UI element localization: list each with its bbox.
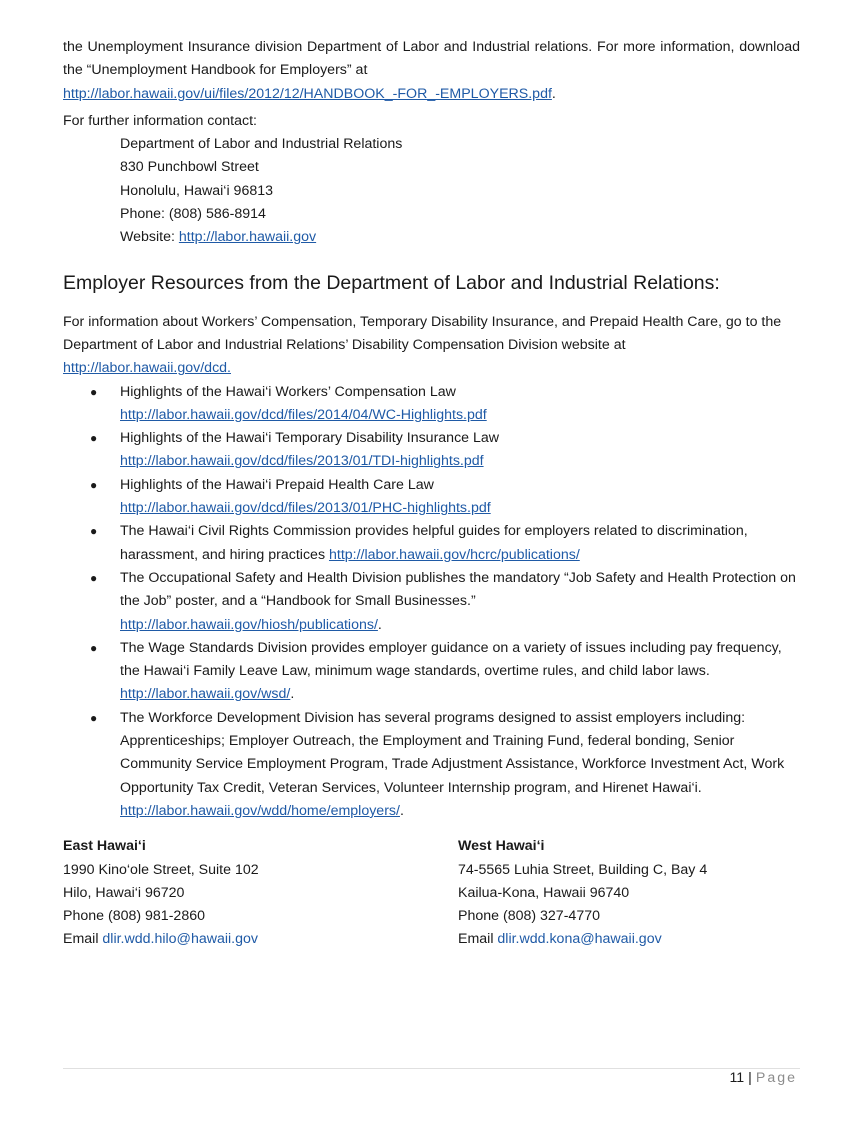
- list-item-text: The Hawai‘i Civil Rights Commission provides helpful guides for employers related to discrimination, harassment, and hiring practices: [120, 523, 748, 563]
- office-west-city: Kailua-Kona, Hawaii 96740: [458, 884, 630, 901]
- list-item-link[interactable]: http://labor.hawaii.gov/dcd/files/2013/01/PHC-highlights.pdf: [120, 500, 491, 517]
- office-east-city: Hilo, Hawai‘i 96720: [63, 884, 185, 901]
- page-label: Page: [755, 1070, 797, 1086]
- list-item: [63, 707, 800, 823]
- bullet-icon: ●: [90, 640, 98, 655]
- contact-website: [120, 226, 800, 249]
- list-item-text: Highlights of the Hawai‘i Temporary Disability Insurance Law: [120, 430, 500, 447]
- contact-block: [63, 133, 800, 249]
- intro-period: .: [551, 85, 556, 102]
- list-item-link[interactable]: http://labor.hawaii.gov/dcd/files/2013/01/TDI-highlights.pdf: [120, 453, 484, 470]
- intro-paragraph: [63, 36, 800, 106]
- contact-lead: For further information contact:: [63, 112, 257, 129]
- handbook-link[interactable]: http://labor.hawaii.gov/ui/files/2012/12/HANDBOOK_-FOR_-EMPLOYERS.pdf: [63, 85, 552, 102]
- list-item-link[interactable]: http://labor.hawaii.gov/dcd/files/2014/04/WC-Highlights.pdf: [120, 406, 487, 423]
- office-west-street: 74-5565 Luhia Street, Building C, Bay 4: [458, 861, 708, 878]
- list-item-text: Highlights of the Hawai‘i Workers’ Compensation Law: [120, 383, 456, 400]
- contact-phone: Phone: (808) 586-8914: [120, 206, 266, 223]
- list-item-link[interactable]: http://labor.hawaii.gov/wsd/: [120, 686, 291, 703]
- list-item-link[interactable]: http://labor.hawaii.gov/hcrc/publications/: [328, 546, 580, 563]
- document-page: [63, 36, 800, 955]
- office-west-email-label: Email: [458, 931, 498, 948]
- list-item: [63, 637, 800, 707]
- office-east: [63, 835, 403, 951]
- office-east-email-row: [63, 928, 403, 951]
- bullet-icon: ●: [90, 384, 98, 399]
- resources-heading: Employer Resources from the Department of Labor and Industrial Relations:: [63, 271, 720, 294]
- office-east-email-link[interactable]: dlir.wdd.hilo@hawaii.gov: [102, 931, 258, 948]
- bullet-icon: ●: [90, 431, 98, 446]
- page-number-separator: |: [748, 1070, 752, 1086]
- contact-org: Department of Labor and Industrial Relations: [120, 136, 403, 153]
- resources-list: [63, 381, 800, 824]
- office-east-street: 1990 Kino‘ole Street, Suite 102: [63, 861, 259, 878]
- list-item: [63, 427, 800, 474]
- page-number-value: 11: [729, 1070, 745, 1086]
- list-item-link[interactable]: http://labor.hawaii.gov/wdd/home/employers/: [120, 802, 400, 819]
- contact-website-link[interactable]: http://labor.hawaii.gov: [178, 229, 317, 246]
- list-item-after: .: [399, 802, 404, 819]
- contact-city: Honolulu, Hawai‘i 96813: [120, 182, 274, 199]
- contact-website-label: Website:: [120, 229, 179, 246]
- footer-divider: [63, 1068, 800, 1069]
- intro-text: the Unemployment Insurance division Department of Labor and Industrial relations. For more information, download the “Unemployment Handbook for Employers” at: [63, 39, 800, 79]
- list-item: [63, 520, 800, 567]
- office-west-email-row: [458, 928, 798, 951]
- list-item: [63, 381, 800, 428]
- office-west-email-link[interactable]: dlir.wdd.kona@hawaii.gov: [497, 931, 662, 948]
- list-item-text: The Wage Standards Division provides employer guidance on a variety of issues including pay frequency, the Hawai‘i Family Leave Law, minimum wage standards, overtime rules, and child labor laws.: [120, 639, 782, 680]
- list-item: [63, 567, 800, 637]
- office-east-title: East Hawai‘i: [63, 838, 146, 855]
- bullet-icon: ●: [90, 477, 98, 492]
- list-item-after: .: [290, 686, 295, 703]
- bullet-icon: ●: [90, 570, 98, 585]
- office-west-title: West Hawai‘i: [458, 838, 545, 855]
- office-west: [458, 835, 798, 951]
- list-item-text: The Workforce Development Division has several programs designed to assist employers including: Apprenticeships; Employer Outreach, the Employment and Training Fund, federal bonding, Senior Community Service Employment Program, Trade Adjustment Assistance, Workforce Investment Act, Work Opportunity Tax Credit, Veteran Services, Volunteer Internship program, and Hirenet Hawai‘i.: [120, 709, 785, 796]
- resources-intro: [63, 311, 800, 381]
- list-item-text: The Occupational Safety and Health Division publishes the mandatory “Job Safety and Health Protection on the Job” poster, and a “Handbook for Small Businesses.”: [120, 569, 796, 610]
- list-item-text: Highlights of the Hawai‘i Prepaid Health Care Law: [120, 476, 434, 493]
- list-item-link[interactable]: http://labor.hawaii.gov/hiosh/publications/: [120, 616, 378, 633]
- list-item: [63, 474, 800, 521]
- list-item-after: .: [377, 616, 382, 633]
- bullet-icon: ●: [90, 710, 98, 725]
- dcd-link[interactable]: http://labor.hawaii.gov/dcd.: [63, 360, 231, 377]
- office-east-phone: Phone (808) 981-2860: [63, 908, 205, 925]
- bullet-icon: ●: [90, 524, 98, 539]
- page-number: [729, 1070, 797, 1086]
- office-west-phone: Phone (808) 327-4770: [458, 908, 600, 925]
- office-contacts: [63, 835, 800, 955]
- resources-intro-text: For information about Workers’ Compensation, Temporary Disability Insurance, and Prepaid Health Care, go to the Department of Labor and Industrial Relations’ Disability Compensation Division website at: [63, 313, 782, 353]
- contact-street: 830 Punchbowl Street: [120, 159, 259, 176]
- office-east-email-label: Email: [63, 931, 103, 948]
